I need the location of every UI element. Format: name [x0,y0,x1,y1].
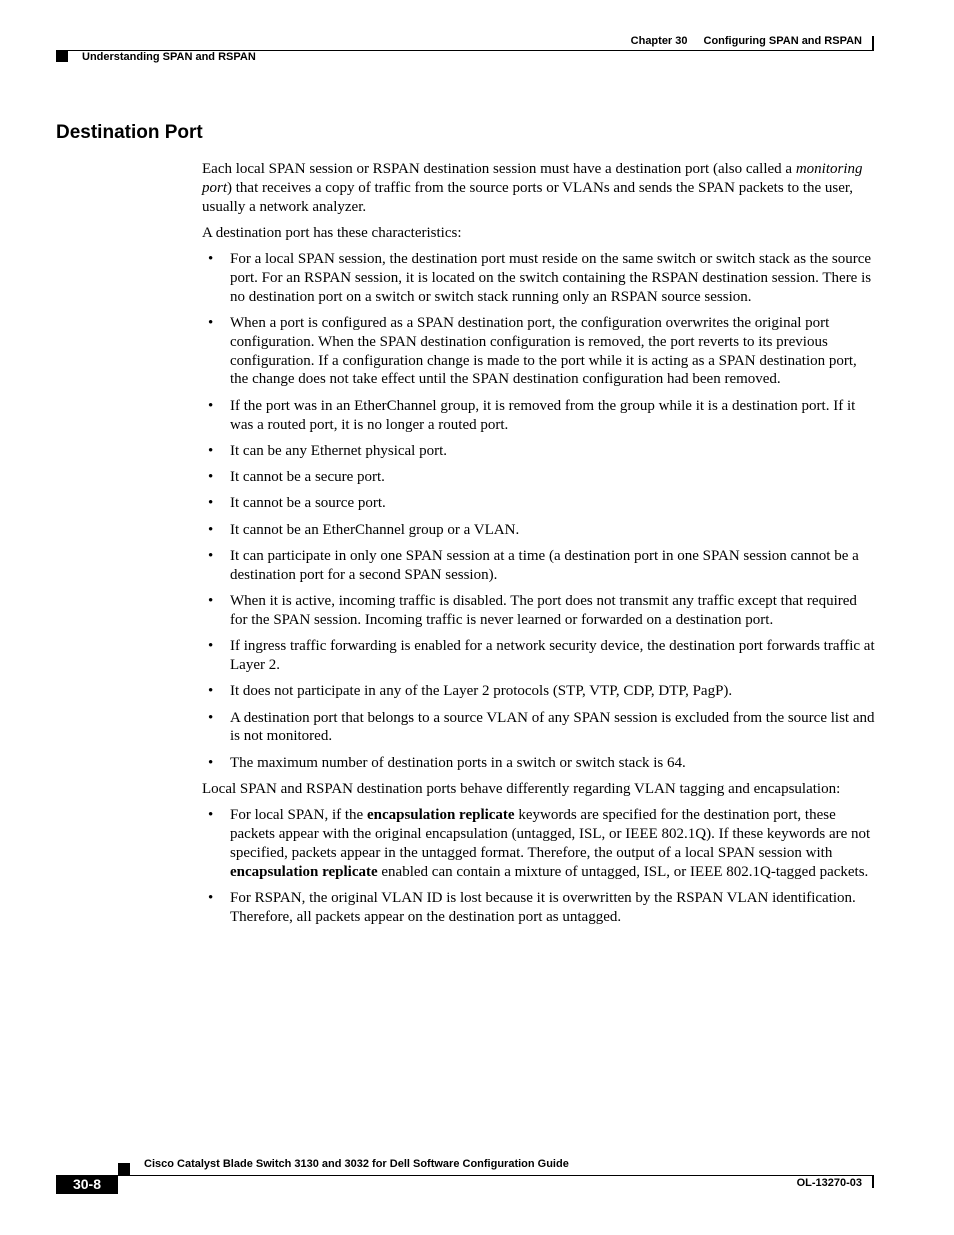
list-item-text: It cannot be an EtherChannel group or a VLAN. [230,521,520,538]
list-item-text: It does not participate in any of the Layer 2 protocols (STP, VTP, CDP, DTP, PagP). [230,683,733,700]
bullet-icon: • [208,315,214,332]
tagging-lead: Local SPAN and RSPAN destination ports behave differently regarding VLAN tagging and encapsulation: [202,781,841,798]
local-span-text-2: keywords are specified for the destination port, these packets appear with the original encapsulation (untagged, ISL, or IEEE 802.1Q). If these keywords are not specified, packets appear in the untagged format. Therefore, the output of a local SPAN session with [230,807,871,861]
list-item [202,754,878,773]
list-item [202,250,878,306]
footer-tick-mark [872,1175,874,1188]
local-span-text-3: enabled can contain a mixture of untagged, ISL, or IEEE 802.1Q-tagged packets. [377,863,869,880]
list-item [202,637,878,675]
list-item [202,314,878,389]
running-header-section: Understanding SPAN and RSPAN [82,51,256,63]
characteristics-list [202,250,878,772]
footer-square-marker [118,1163,130,1175]
list-item-text: If ingress traffic forwarding is enabled for a network security device, the destination port forwards traffic at Layer 2. [230,638,875,674]
intro-text-1: Each local SPAN session or RSPAN destination session must have a destination port (also called a [202,161,796,177]
body-content [202,160,878,934]
header-square-marker [56,51,68,62]
bullet-icon: • [208,495,214,512]
footer-guide-title: Cisco Catalyst Blade Switch 3130 and 3032 for Dell Software Configuration Guide [144,1158,569,1170]
list-item [202,468,878,487]
footer-doc-id: OL-13270-03 [796,1177,862,1189]
list-item-text: A destination port that belongs to a source VLAN of any SPAN session is excluded from the source list and is not monitored. [230,709,875,745]
list-item [202,521,878,540]
bullet-icon: • [208,397,214,414]
footer-rule [118,1175,874,1176]
bullet-icon: • [208,251,214,268]
list-item-local-span [202,806,878,881]
bullet-icon: • [208,683,214,700]
running-header-chapter [631,35,862,47]
bullet-icon: • [208,469,214,486]
list-item-text: For a local SPAN session, the destination port must reside on the same switch or switch stack as the source port. For an RSPAN session, it is located on the switch containing the RSPAN destination session. There is no destination port on a switch or switch stack running only an RSPAN source session. [230,251,872,305]
chapter-title: Configuring SPAN and RSPAN [703,35,862,47]
list-item-rspan [202,889,878,927]
bullet-icon: • [208,548,214,565]
list-item-text: It cannot be a source port. [230,495,386,512]
header-tick-mark [872,36,874,50]
characteristics-lead: A destination port has these characteristics: [202,224,462,241]
keyword-encapsulation-replicate: encapsulation replicate [366,807,515,824]
list-item [202,682,878,701]
keyword-encapsulation-replicate: encapsulation replicate [230,863,378,880]
chapter-number: Chapter 30 [630,35,688,47]
list-item [202,709,878,747]
bullet-icon: • [208,593,214,610]
list-item-text: The maximum number of destination ports in a switch or switch stack is 64. [230,754,686,771]
list-item-text: When a port is configured as a SPAN destination port, the configuration overwrites the original port configuration. When the SPAN destination configuration is removed, the port reverts to its previous configuration. If a configuration change is made to the port while it is acting as a SPAN destination port, the change does not take effect until the SPAN destination configuration had been removed. [230,315,857,388]
list-item [202,442,878,461]
rspan-text: For RSPAN, the original VLAN ID is lost because it is overwritten by the RSPAN VLAN identification. Therefore, all packets appear on the destination port as untagged. [230,890,856,925]
list-item-text: When it is active, incoming traffic is disabled. The port does not transmit any traffic except that required for the SPAN session. Incoming traffic is never learned or forwarded on a destination port. [230,593,857,628]
list-item-text: It can participate in only one SPAN session at a time (a destination port in one SPAN session cannot be a destination port for a second SPAN session). [230,548,859,583]
list-item-text: If the port was in an EtherChannel group, it is removed from the group while it is a destination port. If it was a routed port, it is no longer a routed port. [230,397,856,433]
list-item-text: It can be any Ethernet physical port. [230,442,448,459]
bullet-icon: • [208,521,214,538]
bullet-icon: • [208,754,214,771]
intro-term: monitoring port [202,161,863,196]
bullet-icon: • [208,442,214,459]
list-item [202,592,878,630]
bullet-icon: • [208,709,214,726]
intro-text-2: ) that receives a copy of traffic from the source ports or VLANs and sends the SPAN packets to the user, usually a network analyzer. [202,179,854,215]
local-span-text-1: For local SPAN, if the [230,807,367,824]
tagging-list [202,806,878,926]
list-item-text: It cannot be a secure port. [230,469,385,486]
section-heading: Destination Port [56,122,203,143]
list-item [202,397,878,435]
bullet-icon: • [208,638,214,655]
intro-paragraph [202,160,878,216]
list-item [202,547,878,585]
list-item [202,494,878,513]
page-number: 30-8 [56,1175,118,1194]
bullet-icon: • [208,890,214,906]
bullet-icon: • [208,807,214,824]
